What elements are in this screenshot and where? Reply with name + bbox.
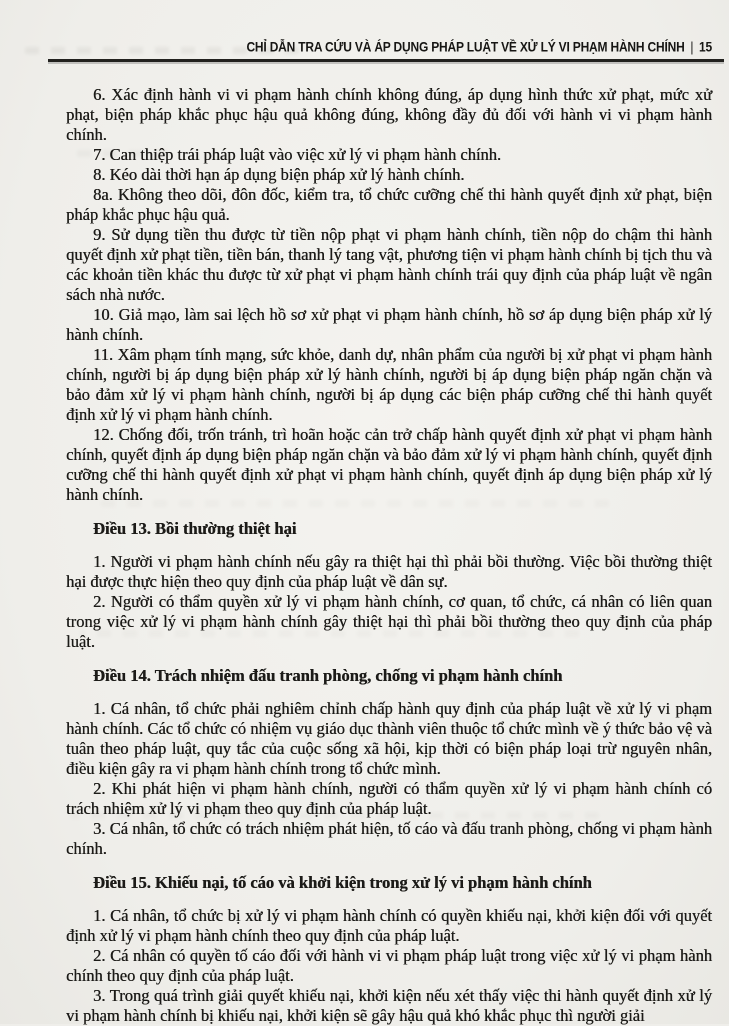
body-paragraph: 1. Người vi phạm hành chính nếu gây ra thiệt hại thì phải bồi thường. Việc bồi thường thiệt hại được thực hiện theo quy định của pháp luật về dân sự. bbox=[66, 552, 712, 591]
body-paragraph: 7. Can thiệp trái pháp luật vào việc xử lý vi phạm hành chính. bbox=[93, 145, 502, 164]
header-rule bbox=[48, 59, 724, 62]
body-paragraph: 2. Người có thẩm quyền xử lý vi phạm hành chính, cơ quan, tổ chức, cá nhân có liên quan trong việc xử lý vi phạm hành chính gây thiệt hại thì phải bồi thường theo quy định của pháp luật. bbox=[66, 592, 712, 651]
header-separator: | bbox=[690, 39, 694, 55]
body-paragraph: 8a. Không theo dõi, đôn đốc, kiểm tra, tổ chức cưỡng chế thi hành quyết định xử phạt, biện pháp khắc phục hậu quả. bbox=[66, 185, 712, 224]
body-paragraph: 11. Xâm phạm tính mạng, sức khỏe, danh dự, nhân phẩm của người bị xử phạt vi phạm hành chính, người bị áp dụng biện pháp xử lý hành chính, người bị áp dụng biện pháp ngăn chặn và bảo đảm xử lý vi phạm hành chính, người bị áp dụng các biện pháp cưỡng chế thi hành quyết định xử lý vi phạm hành chính. bbox=[66, 345, 712, 424]
article-heading: Điều 13. Bồi thường thiệt hại bbox=[93, 519, 297, 538]
body-paragraph: 9. Sử dụng tiền thu được từ tiền nộp phạt vi phạm hành chính, tiền nộp do chậm thi hành quyết định xử phạt tiền, tiền bán, thanh lý tang vật, phương tiện vi phạm hành chính bị tịch thu và các khoản tiền khác thu được từ xử phạt vi phạm hành chính trái quy định của pháp luật về ngân sách nhà nước. bbox=[66, 225, 712, 304]
body-paragraph: 6. Xác định hành vi vi phạm hành chính không đúng, áp dụng hình thức xử phạt, mức xử phạt, biện pháp khắc phục hậu quả không đúng, không đầy đủ đối với hành vi vi phạm hành chính. bbox=[66, 85, 712, 144]
page-body bbox=[66, 85, 712, 1026]
article-heading: Điều 15. Khiếu nại, tố cáo và khởi kiện trong xử lý vi phạm hành chính bbox=[93, 873, 592, 892]
running-header-title: CHỈ DẪN TRA CỨU VÀ ÁP DỤNG PHÁP LUẬT VỀ XỬ LÝ VI PHẠM HÀNH CHÍNH bbox=[246, 39, 685, 55]
article-heading: Điều 14. Trách nhiệm đấu tranh phòng, chống vi phạm hành chính bbox=[93, 666, 563, 685]
body-paragraph: 3. Cá nhân, tổ chức có trách nhiệm phát hiện, tố cáo và đấu tranh phòng, chống vi phạm hành chính. bbox=[66, 819, 712, 858]
running-header bbox=[92, 39, 712, 54]
body-paragraph: 8. Kéo dài thời hạn áp dụng biện pháp xử lý hành chính. bbox=[93, 165, 465, 184]
body-paragraph: 2. Khi phát hiện vi phạm hành chính, người có thẩm quyền xử lý vi phạm hành chính có trách nhiệm xử lý vi phạm theo quy định của pháp luật. bbox=[66, 779, 712, 818]
page-number: 15 bbox=[699, 39, 712, 55]
body-paragraph: 12. Chống đối, trốn tránh, trì hoãn hoặc cản trở chấp hành quyết định xử phạt vi phạm hành chính, quyết định áp dụng biện pháp ngăn chặn và bảo đảm xử lý vi phạm hành chính, quyết định cưỡng chế thi hành quyết định xử phạt vi phạm hành chính, quyết định áp dụng biện pháp xử lý hành chính. bbox=[66, 425, 712, 504]
body-paragraph: 2. Cá nhân có quyền tố cáo đối với hành vi vi phạm pháp luật trong việc xử lý vi phạm hành chính theo quy định của pháp luật. bbox=[66, 946, 712, 985]
body-paragraph: 10. Giả mạo, làm sai lệch hồ sơ xử phạt vi phạm hành chính, hồ sơ áp dụng biện pháp xử lý hành chính. bbox=[66, 305, 712, 344]
body-paragraph: 1. Cá nhân, tổ chức phải nghiêm chỉnh chấp hành quy định của pháp luật về xử lý vi phạm hành chính. Các tổ chức có nhiệm vụ giáo dục thành viên thuộc tổ chức mình về ý thức bảo vệ và tuân theo pháp luật, quy tắc của cuộc sống xã hội, kịp thời có biện pháp loại trừ nguyên nhân, điều kiện gây ra vi phạm hành chính trong tổ chức mình. bbox=[66, 699, 712, 778]
body-paragraph: 1. Cá nhân, tổ chức bị xử lý vi phạm hành chính có quyền khiếu nại, khởi kiện đối với quyết định xử lý vi phạm hành chính theo quy định của pháp luật. bbox=[66, 906, 712, 945]
body-paragraph: 3. Trong quá trình giải quyết khiếu nại, khởi kiện nếu xét thấy việc thi hành quyết định xử lý vi phạm hành chính bị khiếu nại, khởi kiện sẽ gây hậu quả khó khắc phục thì người giải bbox=[66, 986, 712, 1025]
